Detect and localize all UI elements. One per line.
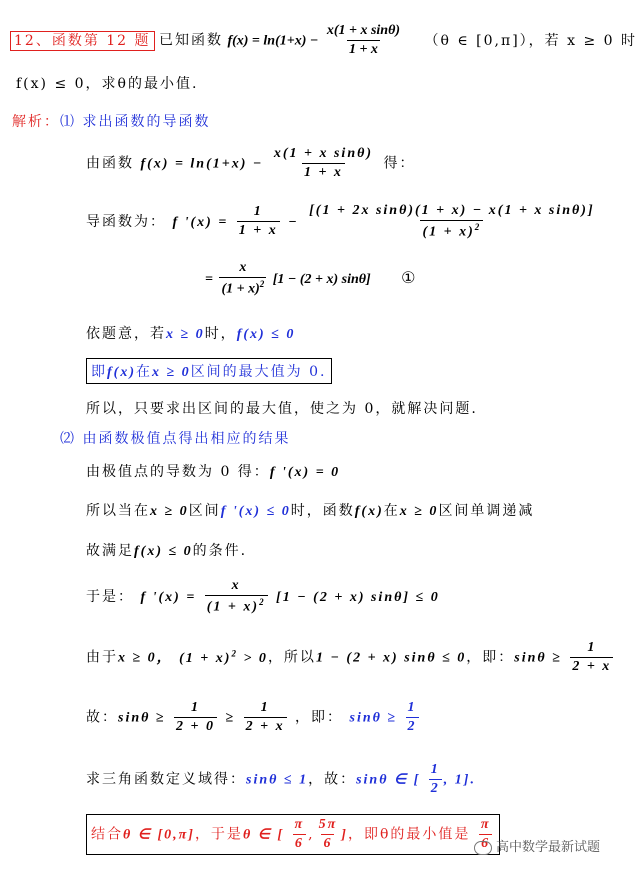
line-simplified: = $\frac{x}{(1 + x)^2}$ [1 − (2 + x) sinθ] ① xyxy=(205,260,416,297)
fraction: $\frac{\text{x(1 + x sinθ)}}{1 + x}$ xyxy=(326,23,401,57)
line-conclusion-1: 所以，只要求出区间的最大值，使之为 0，就解决问题. xyxy=(86,401,478,417)
line-given-function: 由函数 f(x) = ln(1+x) − $\frac{\text{x(1 + x sinθ)}}{1 + x}$ 得： xyxy=(86,146,416,180)
line-derivative: 导函数为： f '(x) = $\frac{1}{1 + x}$ − $\frac{\text{[(1 + 2x sinθ)(1 + x) − x(1 + x sinθ)]}}{(1 + x)^2}$ xyxy=(86,203,595,240)
problem-line-2: f(x) ≤ 0，求θ的最小值. xyxy=(16,76,199,92)
boxed-statement-1: 即f(x)在x ≥ 0区间的最大值为 0. xyxy=(86,358,332,384)
boxed-final-answer: 结合θ ∈ [0,π]，于是θ ∈ [ $\frac{\pi}{6}$ , $\frac{5\pi}{6}$ ]，即θ的最小值是 $\frac{\pi}{6}$ xyxy=(86,814,500,855)
line-domain: 求三角函数定义域得：sinθ ≤ 1，故：sinθ ∈ [ $\frac{1}{2}$ , 1]. xyxy=(86,762,476,796)
section-1-heading: 解析：⑴ 求出函数的导函数 xyxy=(12,114,211,130)
line-satisfy: 故满足f(x) ≤ 0的条件. xyxy=(86,543,248,559)
problem-tag: 12、函数第 12 题 xyxy=(10,31,155,51)
circled-one: ① xyxy=(401,267,416,287)
line-condition: 依题意，若x ≥ 0时，f(x) ≤ 0 xyxy=(86,326,296,342)
problem-line-1: 12、函数第 12 题 已知函数 f(x) = ln(1+x) − $\frac{\text{x(1 + x sinθ)}}{1 + x}$ （θ ∈ [0,π]），若 x ≥ 0 时 xyxy=(10,23,637,58)
watermark: 高中数学最新试题 xyxy=(474,836,600,855)
section-2-heading: ⑵ 由函数极值点得出相应的结果 xyxy=(60,431,291,447)
line-bound: 故：sinθ ≥ $\frac{1}{2 + 0}$ ≥ $\frac{1}{2 + x}$ ，即： sinθ ≥ $\frac{1}{2}$ xyxy=(86,700,417,734)
line-since: 由于x ≥ 0， $(1 + x)^2 > 0$，所以1 − (2 + x) sinθ ≤ 0，即：sinθ ≥ $\frac{1}{2 + x}$ xyxy=(86,640,612,674)
line-therefore: 于是： f '(x) = $\frac{x}{(1 + x)^2}$ [1 − (2 + x) sinθ] ≤ 0 xyxy=(86,578,440,615)
line-extreme-point: 由极值点的导数为 0 得：f '(x) = 0 xyxy=(86,464,341,480)
wechat-icon xyxy=(474,841,492,855)
line-monotonic: 所以当在x ≥ 0区间f '(x) ≤ 0时，函数f(x)在x ≥ 0区间单调递减 xyxy=(86,503,535,519)
